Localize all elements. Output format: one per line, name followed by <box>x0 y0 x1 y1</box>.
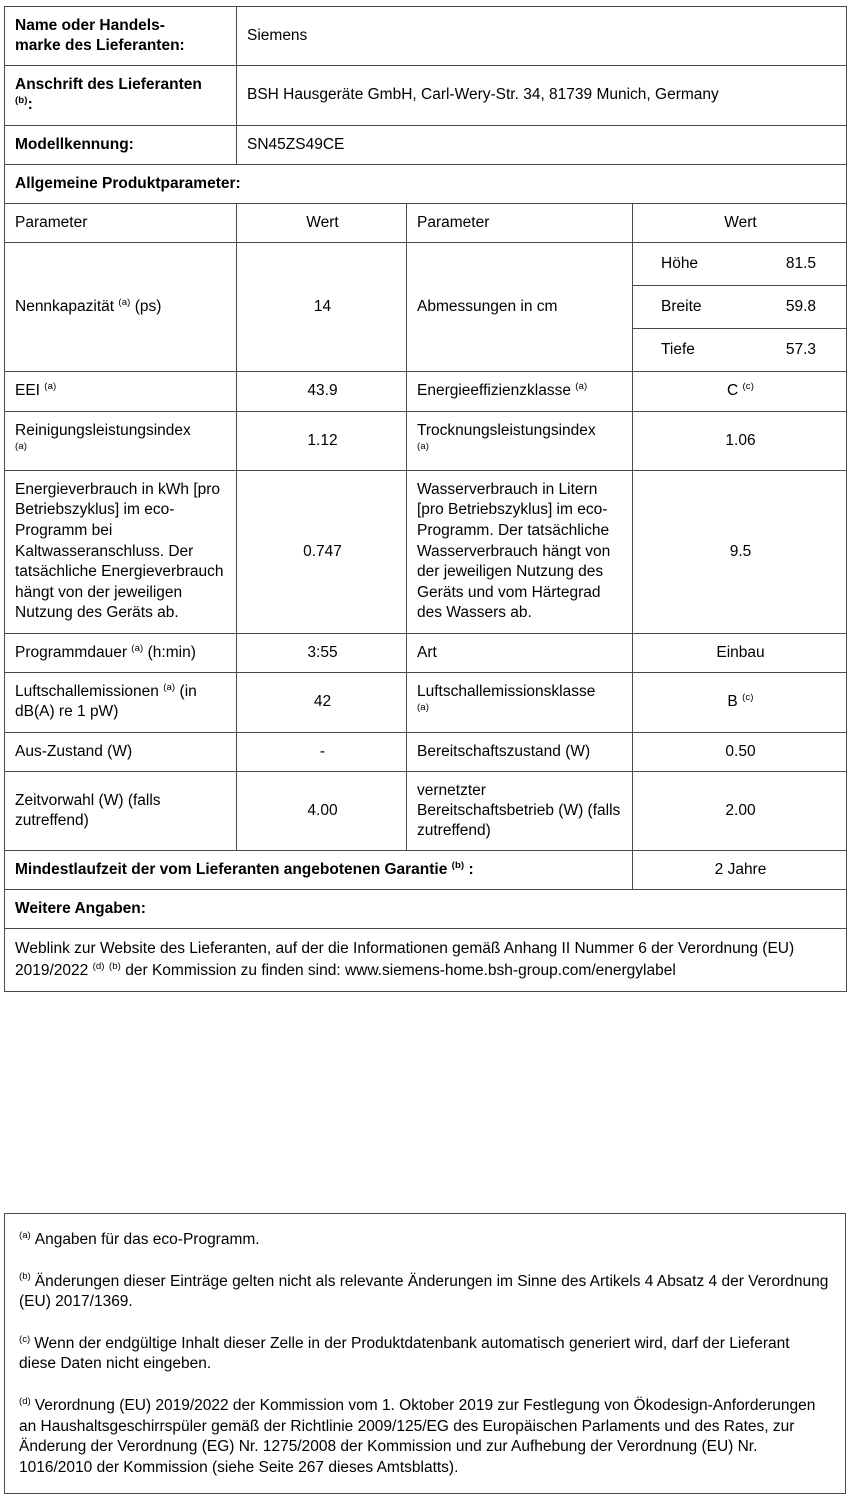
energy-consumption-value: 0.747 <box>237 470 407 633</box>
noise-class-value-text: B <box>727 693 738 711</box>
warranty-label-text: Mindestlaufzeit der vom Lieferanten angebotenen Garantie <box>15 861 452 879</box>
programme-duration-label <box>5 634 237 673</box>
table-row-weblink <box>5 929 847 991</box>
drying-index-label <box>407 411 633 470</box>
dimension-value-depth: 57.3 <box>785 341 816 359</box>
energy-efficiency-class-value-text: C <box>726 382 739 400</box>
energy-efficiency-class-label-text: Energieeffizienzklasse <box>417 382 576 400</box>
delay-start-label: Zeitvorwahl (W) (falls zutreffend) <box>5 771 237 850</box>
model-identifier-value: SN45ZS49CE <box>237 125 847 164</box>
table-row-eei-energyclass <box>5 372 847 411</box>
dimension-value-width: 59.8 <box>740 286 847 329</box>
footnote-mark-b: (b) <box>19 1271 31 1283</box>
footnote-mark-c: (c) <box>19 1333 31 1345</box>
dimension-row-width <box>633 286 846 329</box>
rated-capacity-label-text: Nennkapazität <box>15 298 119 316</box>
warranty-label <box>5 851 633 890</box>
table-row-column-headers <box>5 203 847 242</box>
footnote-ref-a: (a) <box>15 440 28 452</box>
table-row-energy-water-consumption <box>5 470 847 633</box>
footnote-mark-d: (d) <box>19 1395 31 1407</box>
eei-label-text: EEI <box>15 382 45 400</box>
weblink-text-part2: der Kommission zu finden sind: www.siemens-home.bsh-group.com/energylabel <box>120 962 676 980</box>
table-row-cleaning-drying-index <box>5 411 847 470</box>
table-row-off-standby <box>5 732 847 771</box>
rated-capacity-label-unit: (ps) <box>130 298 162 316</box>
water-consumption-value: 9.5 <box>633 470 847 633</box>
appliance-type-value: Einbau <box>633 634 847 673</box>
dimension-label-width: Breite <box>633 286 740 329</box>
dimension-row-depth <box>633 329 846 372</box>
noise-class-label-text: Luftschallemissionsklasse <box>417 683 596 701</box>
table-row-section-general <box>5 164 847 203</box>
supplier-name-label-line1: Name oder Handels- <box>15 17 165 34</box>
table-row-noise <box>5 673 847 732</box>
footnote-ref-a: (a) <box>417 702 430 714</box>
section-title-further-information: Weitere Angaben: <box>5 890 847 929</box>
footnote-d <box>19 1396 829 1478</box>
dimension-value-height: 81.5 <box>740 243 847 286</box>
energy-efficiency-class-value <box>633 372 847 411</box>
footnotes-box <box>4 1213 846 1494</box>
section-title-general-parameters: Allgemeine Produktparameter: <box>5 164 847 203</box>
footnote-ref-b: (b) <box>108 960 121 972</box>
footnote-ref-a: (a) <box>163 682 176 694</box>
table-row-warranty <box>5 851 847 890</box>
eei-value: 43.9 <box>237 372 407 411</box>
supplier-address-label-colon: : <box>27 96 33 114</box>
cleaning-index-label <box>5 411 237 470</box>
footnote-a <box>19 1230 829 1251</box>
footnote-ref-a: (a) <box>417 440 430 452</box>
drying-index-label-text: Trocknungsleistungsindex <box>417 421 596 439</box>
warranty-label-colon: : <box>464 861 474 879</box>
programme-duration-value: 3:55 <box>237 634 407 673</box>
appliance-type-label: Art <box>407 634 633 673</box>
networked-standby-value: 2.00 <box>633 771 847 850</box>
footnote-mark-a: (a) <box>19 1229 31 1241</box>
footnote-ref-a: (a) <box>44 381 57 393</box>
off-mode-label: Aus-Zustand (W) <box>5 732 237 771</box>
table-row-capacity-dimensions <box>5 242 847 371</box>
footnote-b <box>19 1272 829 1313</box>
energy-efficiency-class-label <box>407 372 633 411</box>
programme-duration-label-unit: (h:min) <box>143 644 196 662</box>
column-header-parameter-left: Parameter <box>5 203 237 242</box>
dimension-label-height: Höhe <box>633 243 740 286</box>
noise-emissions-label <box>5 673 237 732</box>
dimensions-label: Abmessungen in cm <box>407 242 633 371</box>
weblink-text-part1: Weblink zur Website des Lieferanten, auf der die Informationen gemäß Anhang II Nummer 6 der Verordnung (EU) 2019/2022 <box>15 940 795 980</box>
cleaning-index-label-text: Reinigungsleistungsindex <box>15 421 191 439</box>
delay-start-value: 4.00 <box>237 771 407 850</box>
footnote-text-d: Verordnung (EU) 2019/2022 der Kommission vom 1. Oktober 2019 zur Festlegung von Ökodesign-Anforderungen an Haushaltsgeschirrspüler gemäß der Richtlinie 2009/125/EG des Europäischen Parlaments und des Rates, zur Änderung der Verordnung (EG) Nr. 1275/2008 der Kommission und zur Aufhebung der Verordnung (EU) Nr. 1016/2010 der Kommission (siehe Seite 267 dieses Amtsblatts). <box>19 1397 816 1476</box>
rated-capacity-label <box>5 242 237 371</box>
table-row-section-further <box>5 890 847 929</box>
supplier-name-label-line2: marke des Lieferanten: <box>15 37 185 55</box>
noise-emissions-label-unit: (in dB(A) re 1 pW) <box>15 683 197 721</box>
supplier-name-value: Siemens <box>237 7 847 66</box>
footnote-c <box>19 1334 829 1375</box>
programme-duration-label-text: Programmdauer <box>15 644 132 662</box>
footnote-ref-b: (b) <box>451 859 465 871</box>
footnote-ref-a: (a) <box>118 296 131 308</box>
rated-capacity-value: 14 <box>237 242 407 371</box>
table-row-model-identifier <box>5 125 847 164</box>
supplier-name-label <box>5 7 237 66</box>
table-row-delaystart-networked <box>5 771 847 850</box>
dimension-row-height <box>633 243 846 286</box>
column-header-value-right: Wert <box>633 203 847 242</box>
drying-index-value: 1.06 <box>633 411 847 470</box>
dimension-label-depth: Tiefe <box>661 341 695 359</box>
energy-consumption-label: Energieverbrauch in kWh [pro Betriebszyklus] im eco-Programm bei Kaltwasseranschluss. Der tatsächliche Energieverbrauch hängt von der jeweiligen Nutzung des Geräts ab. <box>5 470 237 633</box>
water-consumption-label: Wasserverbrauch in Litern [pro Betriebszyklus] im eco-Programm. Der tatsächliche Wasserverbrauch hängt von der jeweiligen Nutzung des Geräts und vom Härtegrad des Wassers ab. <box>407 470 633 633</box>
product-parameters-table <box>4 6 847 992</box>
footnote-ref-c: (c) <box>742 381 754 393</box>
footnote-text-b: Änderungen dieser Einträge gelten nicht als relevante Änderungen im Sinne des Artikels 4 Absatz 4 der Verordnung (EU) 2017/1369. <box>19 1272 829 1311</box>
dimensions-subtable-cell <box>633 242 847 371</box>
footnote-ref-a: (a) <box>575 381 588 393</box>
noise-class-label <box>407 673 633 732</box>
column-header-value-left: Wert <box>237 203 407 242</box>
footnote-text-a: Angaben für das eco-Programm. <box>34 1231 260 1248</box>
dimensions-subtable <box>633 243 846 371</box>
noise-class-value <box>633 673 847 732</box>
off-mode-value: - <box>237 732 407 771</box>
standby-label: Bereitschaftszustand (W) <box>407 732 633 771</box>
model-identifier-label: Modellkennung: <box>5 125 237 164</box>
footnote-text-c: Wenn der endgültige Inhalt dieser Zelle in der Produktdatenbank automatisch generiert wird, darf der Lieferant diese Daten nicht eingeben. <box>19 1334 790 1373</box>
cleaning-index-value: 1.12 <box>237 411 407 470</box>
networked-standby-label: vernetzter Bereitschaftsbetrieb (W) (falls zutreffend) <box>407 771 633 850</box>
column-header-parameter-right: Parameter <box>407 203 633 242</box>
weblink-cell <box>5 929 847 991</box>
supplier-address-value: BSH Hausgeräte GmbH, Carl-Wery-Str. 34, 81739 Munich, Germany <box>237 66 847 125</box>
footnote-ref-d: (d) <box>92 960 105 972</box>
footnote-ref-c: (c) <box>742 692 754 704</box>
standby-value: 0.50 <box>633 732 847 771</box>
noise-emissions-label-text: Luftschallemissionen <box>15 683 164 701</box>
warranty-value: 2 Jahre <box>633 851 847 890</box>
supplier-address-label-line1: Anschrift des Lieferanten <box>15 76 202 94</box>
table-row-supplier-name <box>5 7 847 66</box>
supplier-address-label <box>5 66 237 125</box>
noise-emissions-value: 42 <box>237 673 407 732</box>
eei-label <box>5 372 237 411</box>
table-row-supplier-address <box>5 66 847 125</box>
footnote-ref-a: (a) <box>131 642 144 654</box>
table-row-duration-type <box>5 634 847 673</box>
footnote-ref-b: (b) <box>15 95 28 107</box>
